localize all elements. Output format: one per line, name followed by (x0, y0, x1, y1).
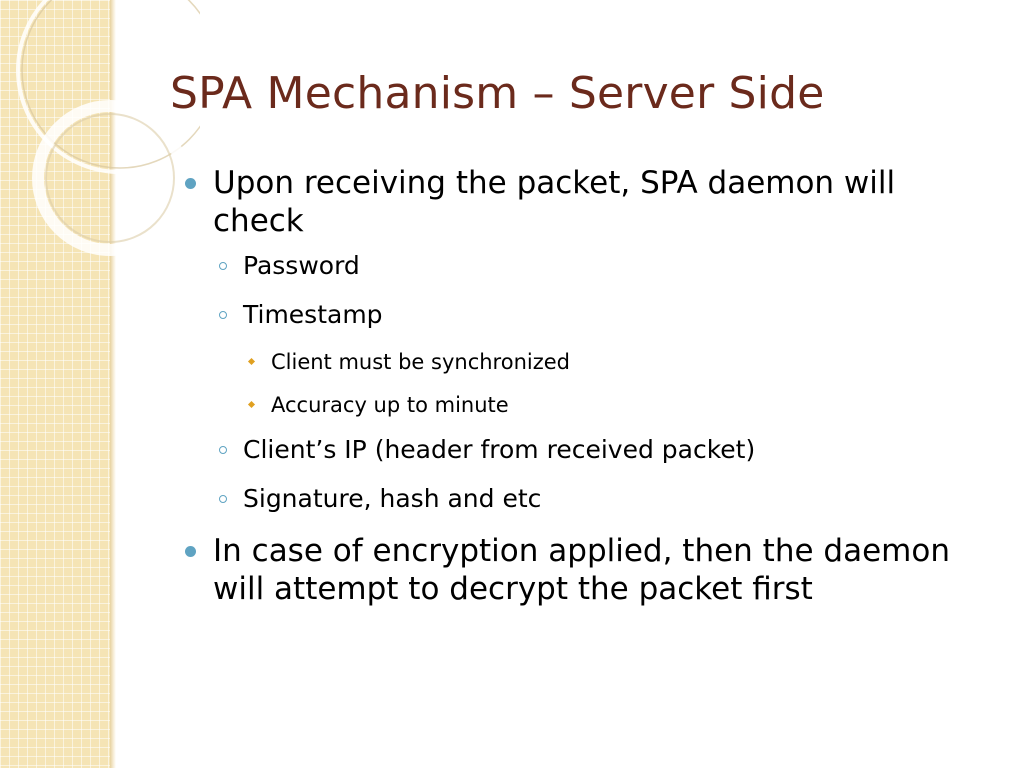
bullet-text: In case of encryption applied, then the daemon will attempt to decrypt the packet first (213, 533, 950, 607)
hollow-circle-bullet-icon (219, 446, 227, 454)
sub-sub-bullet-text: Accuracy up to minute (271, 393, 509, 417)
bullet-item (185, 164, 985, 240)
sub-sub-bullet-item (185, 391, 985, 419)
sub-sub-bullet-item (185, 348, 985, 376)
hollow-circle-bullet-icon (219, 495, 227, 503)
sub-bullet-item (185, 299, 985, 331)
hollow-circle-bullet-icon (219, 311, 227, 319)
diamond-bullet-icon (248, 358, 255, 365)
sub-bullet-text: Password (243, 251, 360, 280)
sub-bullet-text: Client’s IP (header from received packet) (243, 435, 756, 464)
sub-bullet-item (185, 250, 985, 282)
sub-bullet-text: Signature, hash and etc (243, 484, 542, 513)
diamond-bullet-icon (248, 401, 255, 408)
decorative-rings-graphic (0, 0, 200, 300)
slide-title: SPA Mechanism – Server Side (170, 68, 825, 119)
sub-sub-bullet-text: Client must be synchronized (271, 350, 570, 374)
sub-bullet-text: Timestamp (243, 300, 383, 329)
filled-circle-bullet-icon (185, 546, 196, 557)
sub-bullet-item (185, 483, 985, 515)
bullet-list (185, 164, 985, 618)
filled-circle-bullet-icon (185, 178, 196, 189)
bullet-item (185, 532, 985, 608)
hollow-circle-bullet-icon (219, 262, 227, 270)
bullet-text: Upon receiving the packet, SPA daemon will check (213, 165, 896, 239)
sub-bullet-item (185, 434, 985, 466)
